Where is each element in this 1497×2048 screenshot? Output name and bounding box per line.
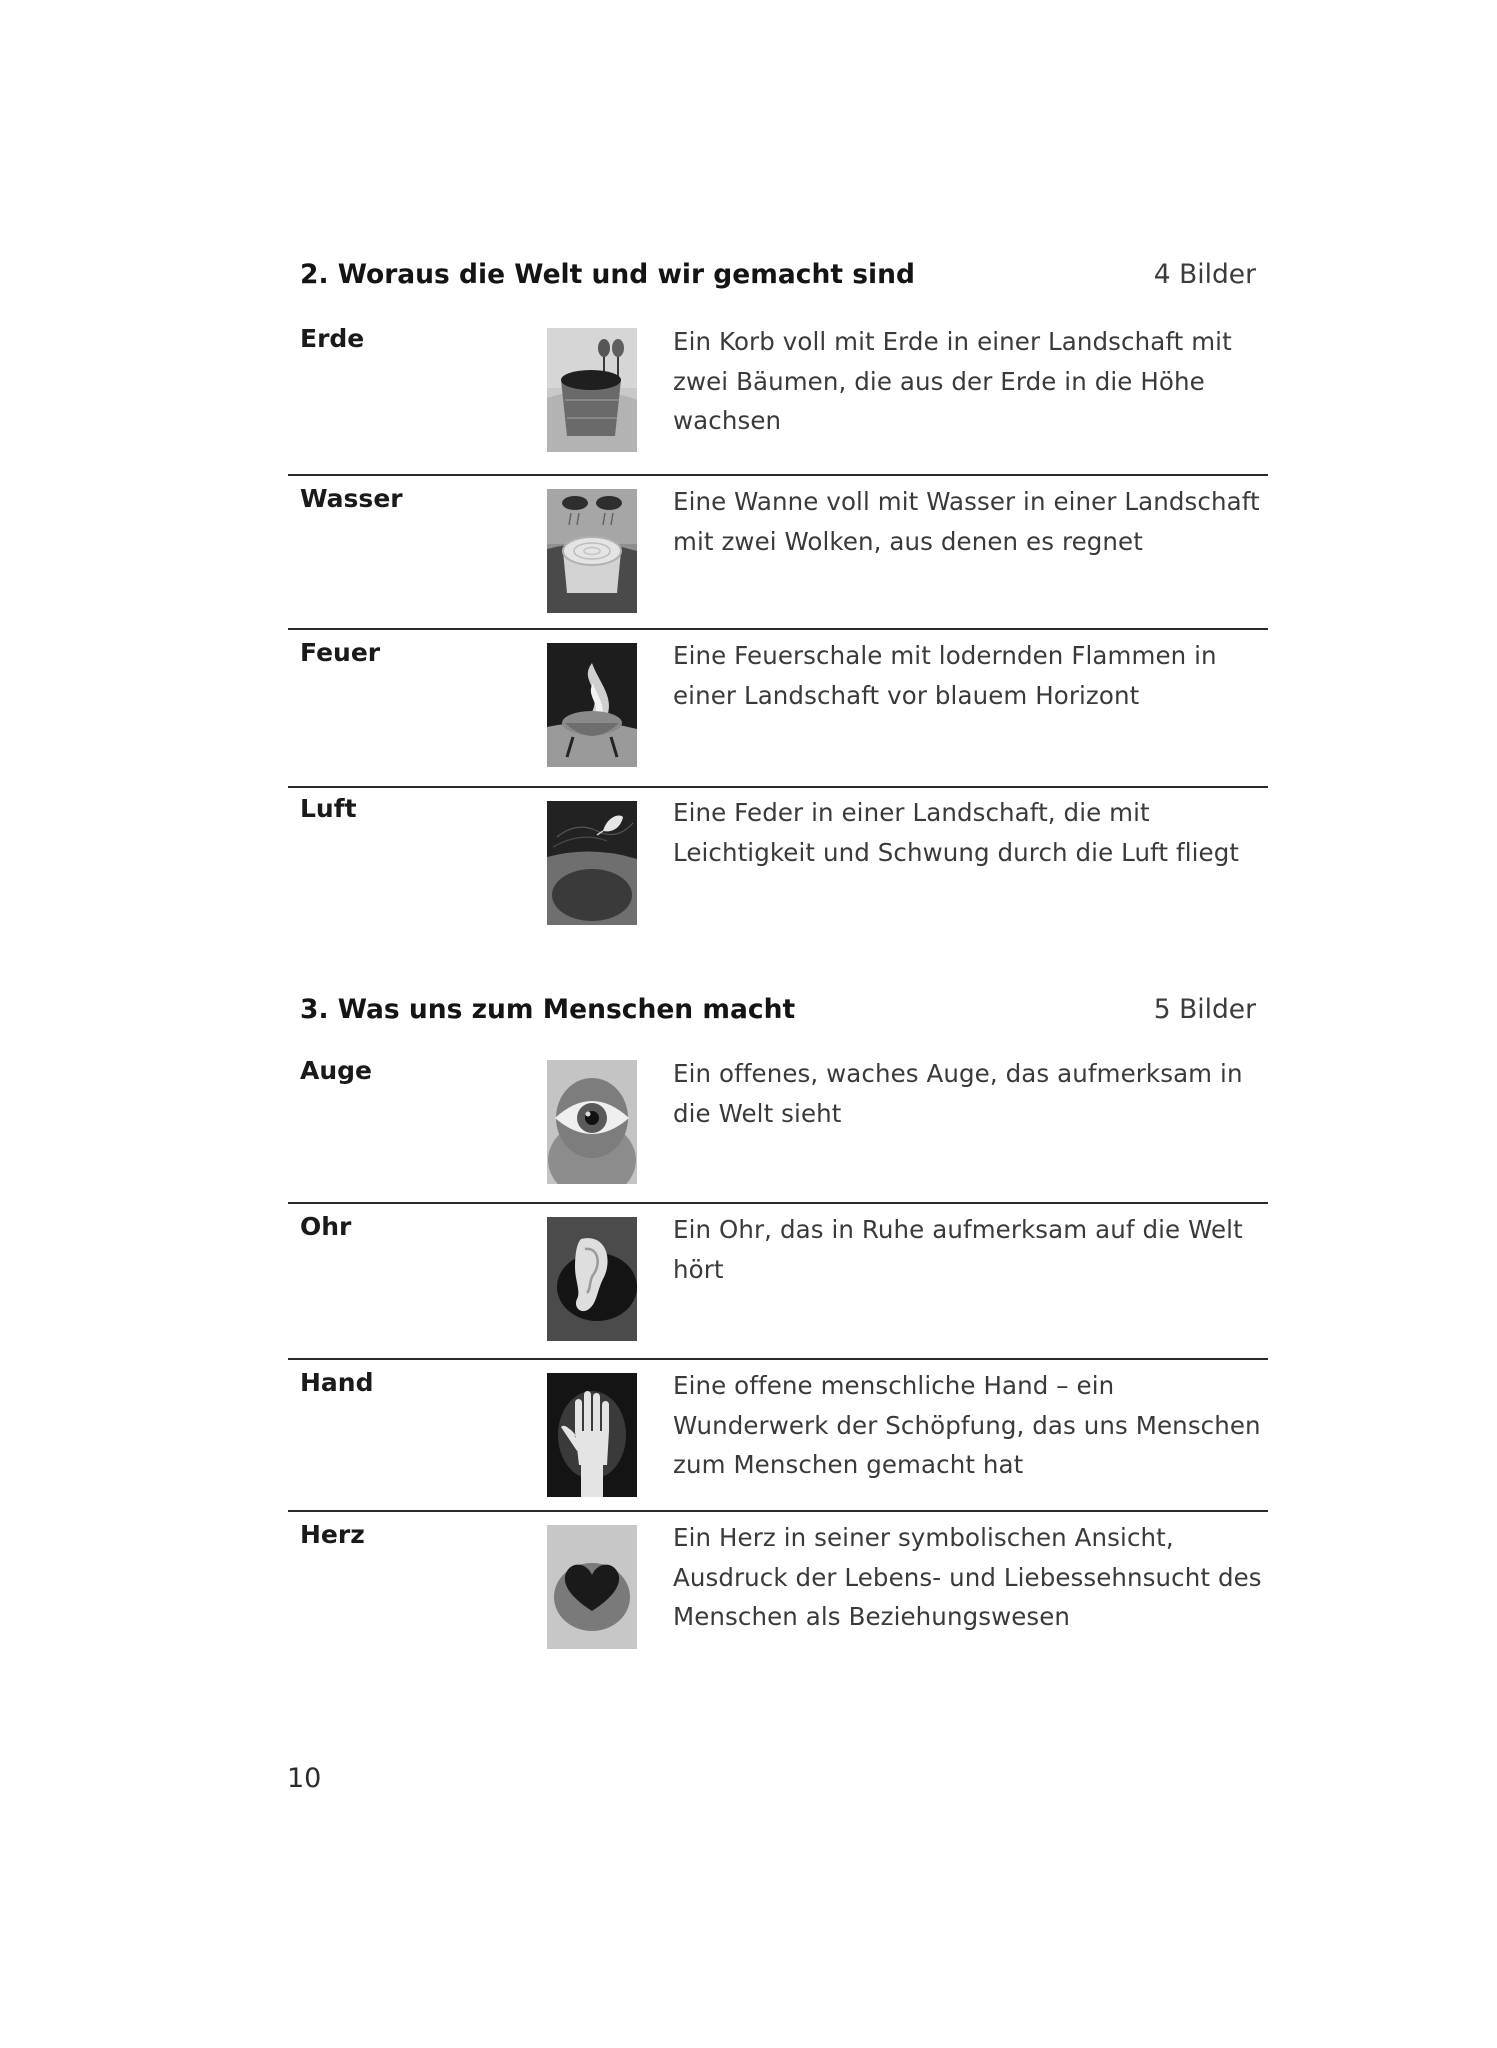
heart-icon [547,1525,637,1649]
fire-bowl-icon [547,643,637,767]
item-description: Eine Feder in einer Landschaft, die mit Leichtigkeit und Schwung durch die Luft fliegt [673,798,1240,867]
item-description: Ein Herz in seiner symbolischen Ansicht, Ausdruck der Lebens- und Liebessehnsucht des Menschen als Beziehungswesen [673,1523,1262,1631]
item-name: Hand [300,1368,374,1397]
table-row-auge [288,1054,1268,1194]
earth-basket-icon [547,328,637,452]
table-row-luft [288,786,1268,928]
section-header-3 [300,994,1256,1025]
table-row-erde [288,322,1268,462]
image-count: 5 Bilder [1153,994,1256,1025]
item-description: Eine Wanne voll mit Wasser in einer Landschaft mit zwei Wolken, aus denen es regnet [673,487,1260,556]
hand-icon [547,1373,637,1497]
item-name: Auge [300,1056,372,1085]
image-count: 4 Bilder [1153,259,1256,290]
item-name: Erde [300,324,365,353]
feather-icon [547,801,637,925]
page-number: 10 [287,1763,322,1794]
water-tub-icon [547,489,637,613]
section-header-2 [300,259,1256,290]
item-description: Ein Korb voll mit Erde in einer Landschaft mit zwei Bäumen, die aus der Erde in die Höhe wachsen [673,327,1232,435]
ear-icon [547,1217,637,1341]
item-description: Ein offenes, waches Auge, das aufmerksam in die Welt sieht [673,1059,1243,1128]
item-name: Herz [300,1520,365,1549]
item-description: Ein Ohr, das in Ruhe aufmerksam auf die Welt hört [673,1215,1243,1284]
item-description: Eine Feuerschale mit lodernden Flammen in einer Landschaft vor blauem Horizont [673,641,1217,710]
table-row-feuer [288,628,1268,770]
eye-icon [547,1060,637,1184]
item-name: Feuer [300,638,381,667]
item-name: Ohr [300,1212,352,1241]
table-row-wasser [288,474,1268,626]
item-name: Wasser [300,484,403,513]
section-title: 2. Woraus die Welt und wir gemacht sind [300,259,915,290]
item-description: Eine offene menschliche Hand – ein Wunderwerk der Schöpfung, das uns Menschen zum Menschen gemacht hat [673,1371,1261,1479]
table-row-hand [288,1358,1268,1500]
item-name: Luft [300,794,357,823]
section-title: 3. Was uns zum Menschen macht [300,994,796,1025]
table-row-ohr [288,1202,1268,1354]
table-row-herz [288,1510,1268,1662]
